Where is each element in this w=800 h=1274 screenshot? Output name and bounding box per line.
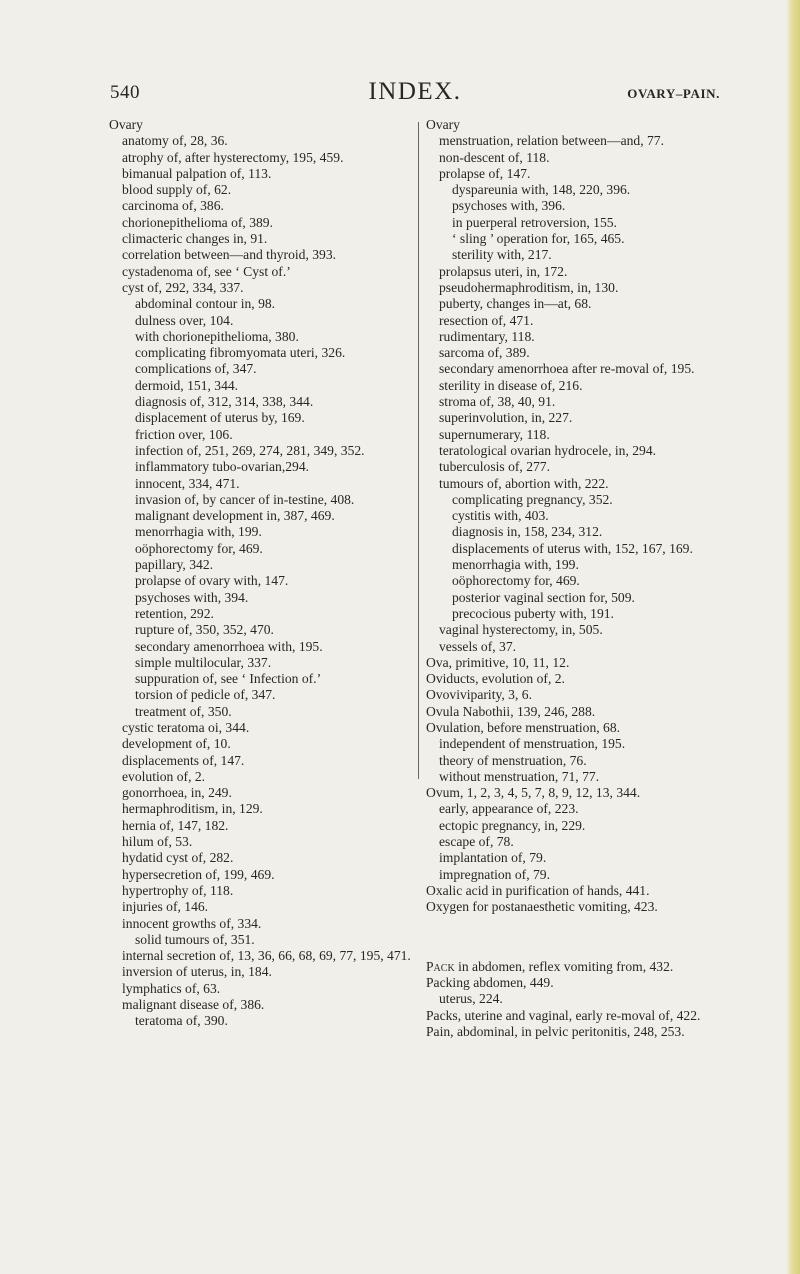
index-entry: cystic teratoma oi, 344. [122,719,250,735]
index-entry: rudimentary, 118. [439,328,535,344]
index-entry: innocent, 334, 471. [135,475,240,491]
index-entry: displacements of, 147. [122,752,245,768]
page-edge [786,0,800,1274]
index-entry: hilum of, 53. [122,834,193,850]
index-entry: vessels of, 37. [439,638,517,654]
index-entry: teratoma of, 390. [135,1013,228,1029]
index-entry: internal secretion of, 13, 36, 66, 68, 69, 77, 195, 471. [122,948,411,964]
index-entry: in puerperal retroversion, 155. [452,214,617,230]
index-entry: independent of menstruation, 195. [439,736,626,752]
index-entry: chorionepithelioma of, 389. [122,214,274,230]
index-entry: psychoses with, 396. [452,198,566,214]
index-entry: displacement of uterus by, 169. [135,410,305,426]
index-entry: malignant development in, 387, 469. [135,508,335,524]
index-entry: menorrhagia with, 199. [452,557,579,573]
index-entry: ‘ sling ’ operation for, 165, 465. [452,231,625,247]
index-entry: Ova, primitive, 10, 11, 12. [426,654,570,670]
index-entry: escape of, 78. [439,834,514,850]
index-entry: sarcoma of, 389. [439,345,530,361]
index-entry: Ovum, 1, 2, 3, 4, 5, 7, 8, 9, 12, 13, 344. [426,785,641,801]
index-entry: secondary amenorrhoea with, 195. [135,638,323,654]
index-entry: puberty, changes in—at, 68. [439,296,592,312]
index-entry: papillary, 342. [135,557,214,573]
index-entry: Pain, abdominal, in pelvic peritonitis, 248, 253. [426,1023,685,1039]
index-entry: resection of, 471. [439,312,534,328]
index-entry: prolapse of ovary with, 147. [135,573,289,589]
index-entry: torsion of pedicle of, 347. [135,687,276,703]
index-entry: complicating fibromyomata uteri, 326. [135,345,346,361]
index-entry: blood supply of, 62. [122,182,232,198]
index-entry: inflammatory tubo-ovarian,294. [135,459,310,475]
index-entry: superinvolution, in, 227. [439,410,573,426]
index-entry: without menstruation, 71, 77. [439,768,600,784]
index-entry: invasion of, by cancer of in-testine, 408. [135,491,355,507]
index-entry: precocious puberty with, 191. [452,605,614,621]
index-entry: complications of, 347. [135,361,257,377]
index-entry: impregnation of, 79. [439,866,550,882]
index-entry: menorrhagia with, 199. [135,524,262,540]
index-entry: displacements of uterus with, 152, 167, 169. [452,540,693,556]
index-entry: inversion of uterus, in, 184. [122,964,272,980]
index-entry: atrophy of, after hysterectomy, 195, 459. [122,149,344,165]
index-entry: suppuration of, see ‘ Infection of.’ [135,671,322,687]
index-entry: stroma of, 38, 40, 91. [439,394,556,410]
index-entry: development of, 10. [122,736,231,752]
index-entry: sterility with, 217. [452,247,552,263]
index-entry: abdominal contour in, 98. [135,296,276,312]
index-entry: diagnosis in, 158, 234, 312. [452,524,603,540]
index-entry: anatomy of, 28, 36. [122,133,228,149]
index-entry: lymphatics of, 63. [122,980,221,996]
index-entry: infection of, 251, 269, 274, 281, 349, 352. [135,442,365,458]
index-entry: early, appearance of, 223. [439,801,579,817]
index-entry: Ovoviviparity, 3, 6. [426,687,532,703]
index-entry: tuberculosis of, 277. [439,459,551,475]
index-entry: dermoid, 151, 344. [135,377,239,393]
index-entry: Ovary [109,117,143,132]
index-entry: carcinoma of, 386. [122,198,224,214]
index-entry: Pack in abdomen, reflex vomiting from, 432. [426,958,674,974]
page-number: 540 [110,82,140,103]
index-entry: Packs, uterine and vaginal, early re-moval of, 422. [426,1007,701,1023]
index-entry: theory of menstruation, 76. [439,752,587,768]
section-gap [426,929,726,945]
index-entry: Ovulation, before menstruation, 68. [426,719,621,735]
index-entry: diagnosis of, 312, 314, 338, 344. [135,394,314,410]
index-entry: posterior vaginal section for, 509. [452,589,635,605]
index-entry: secondary amenorrhoea after re-moval of, 195. [439,361,695,377]
index-entry: Oxalic acid in purification of hands, 441. [426,882,650,898]
index-entry: sterility in disease of, 216. [439,377,583,393]
index-entry: gonorrhoea, in, 249. [122,785,232,801]
index-entry: prolapse of, 147. [439,165,531,181]
page-header [110,78,720,108]
index-entry: simple multilocular, 337. [135,654,272,670]
index-entry: hermaphroditism, in, 129. [122,801,263,817]
index-entry: hernia of, 147, 182. [122,817,229,833]
index-entry: retention, 292. [135,605,214,621]
index-entry: Packing abdomen, 449. [426,975,554,991]
index-entry: menstruation, relation between—and, 77. [439,133,664,149]
index-entry: supernumerary, 118. [439,426,550,442]
index-entry: oöphorectomy for, 469. [452,573,580,589]
index-entry: injuries of, 146. [122,899,209,915]
index-column-right [426,117,726,1040]
index-range: OVARY–PAIN. [627,86,720,101]
index-entry: complicating pregnancy, 352. [452,491,613,507]
index-entry: uterus, 224. [439,991,503,1007]
index-entry: hydatid cyst of, 282. [122,850,234,866]
index-entry: Oxygen for postanaesthetic vomiting, 423. [426,899,658,915]
index-entry: correlation between—and thyroid, 393. [122,247,337,263]
index-entry: solid tumours of, 351. [135,931,255,947]
index-entry: bimanual palpation of, 113. [122,165,272,181]
index-entry: non-descent of, 118. [439,149,550,165]
index-entry: vaginal hysterectomy, in, 505. [439,622,603,638]
index-entry: psychoses with, 394. [135,589,249,605]
index-entry: cyst of, 292, 334, 337. [122,279,244,295]
index-entry: malignant disease of, 386. [122,997,265,1013]
index-entry: innocent growths of, 334. [122,915,262,931]
index-entry: pseudohermaphroditism, in, 130. [439,279,619,295]
index-entry: cystitis with, 403. [452,508,549,524]
index-entry: with chorionepithelioma, 380. [135,328,299,344]
index-entry: rupture of, 350, 352, 470. [135,622,274,638]
index-entry: climacteric changes in, 91. [122,231,268,247]
page-title: INDEX. [368,78,462,105]
index-entry: hypersecretion of, 199, 469. [122,866,275,882]
index-entry: prolapsus uteri, in, 172. [439,263,568,279]
index-entry: tumours of, abortion with, 222. [439,475,609,491]
index-entry: friction over, 106. [135,426,233,442]
index-entry: dulness over, 104. [135,312,234,328]
index-entry: evolution of, 2. [122,768,206,784]
index-entry: oöphorectomy for, 469. [135,540,263,556]
index-entry: implantation of, 79. [439,850,547,866]
index-entry: dyspareunia with, 148, 220, 396. [452,182,631,198]
index-entry: Ovary [426,117,460,132]
index-entry: hypertrophy of, 118. [122,882,234,898]
index-entry: cystadenoma of, see ‘ Cyst of.’ [122,263,291,279]
index-entry: teratological ovarian hydrocele, in, 294. [439,442,657,458]
index-entry: ectopic pregnancy, in, 229. [439,817,586,833]
column-divider [418,122,419,779]
index-entry: treatment of, 350. [135,703,232,719]
index-entry: Ovula Nabothii, 139, 246, 288. [426,703,596,719]
index-entry: Oviducts, evolution of, 2. [426,671,565,687]
index-column-left [109,117,413,1030]
